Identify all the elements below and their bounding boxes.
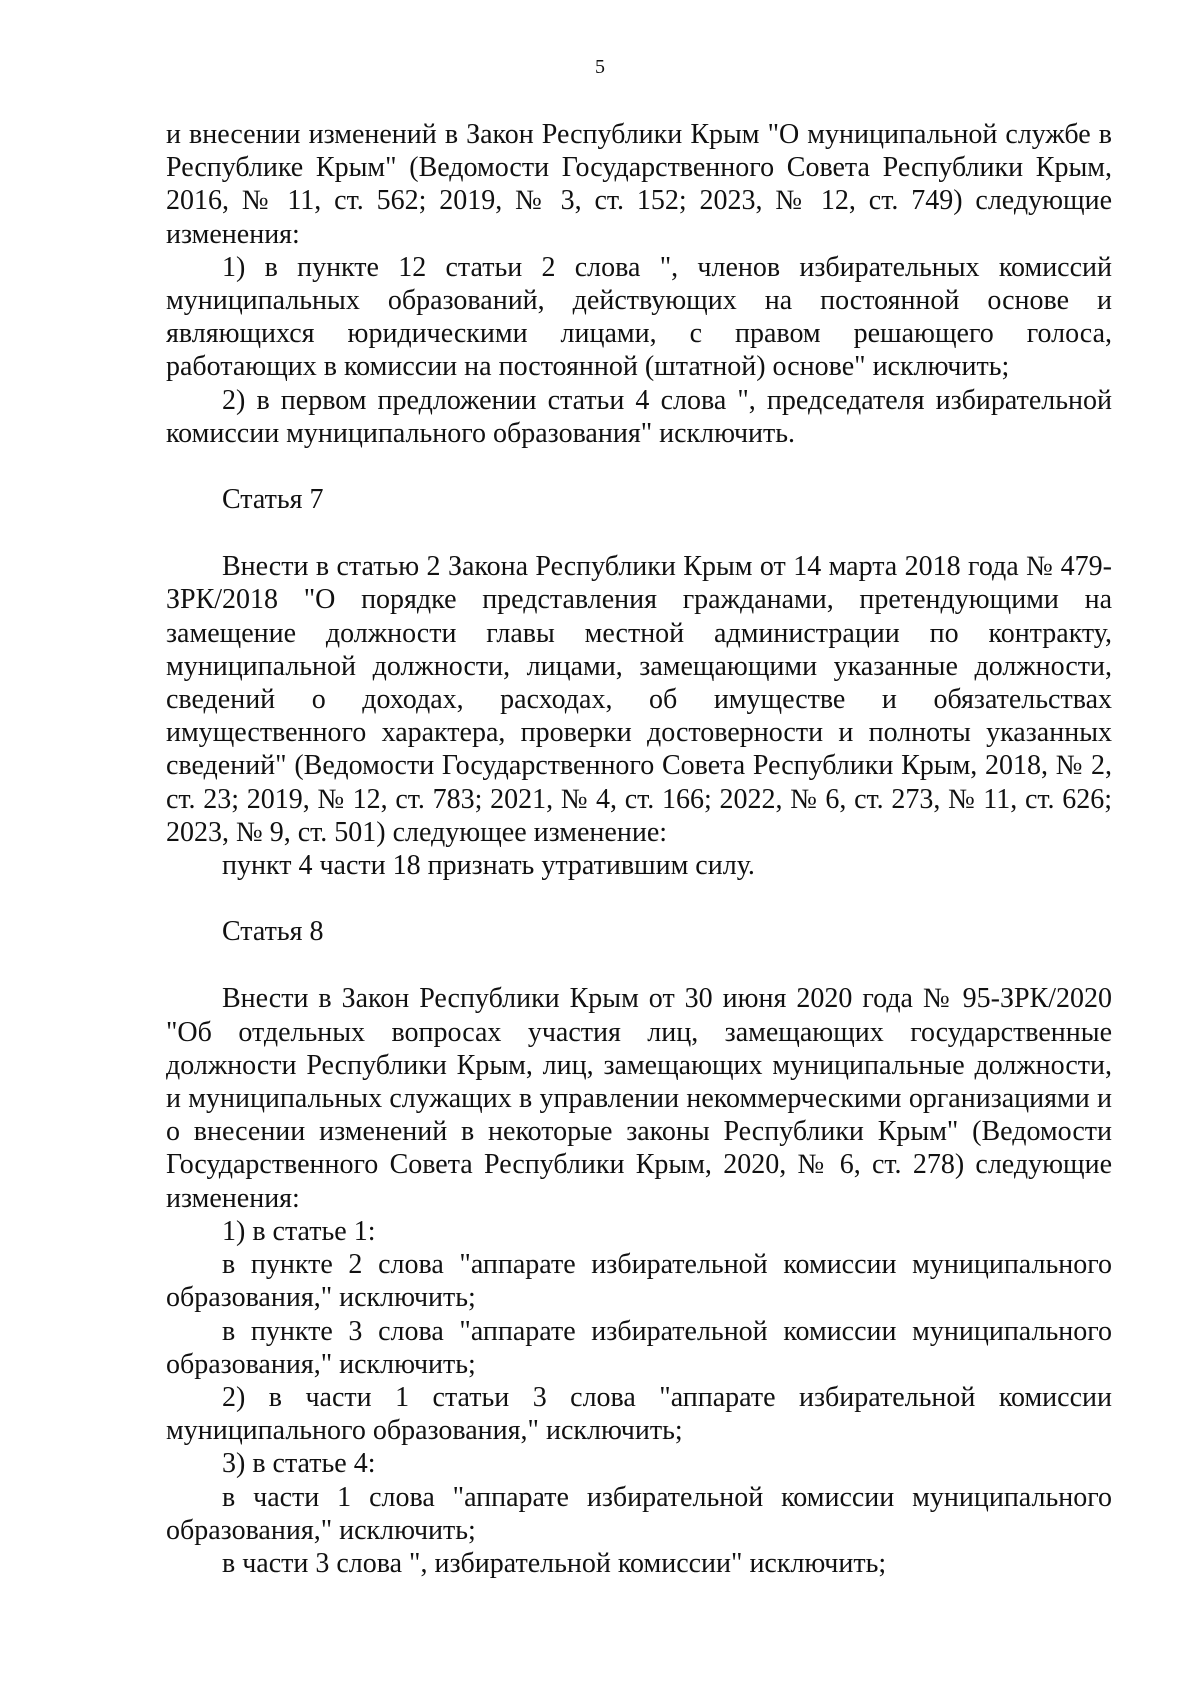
article-8-item-4: 2) в части 1 статьи 3 слова "аппарате избирательной комиссии муниципального образования," исключить; [166, 1381, 1112, 1447]
article-7-paragraph: Внести в статью 2 Закона Республики Крым от 14 марта 2018 года № 479-ЗРК/2018 "О порядке представления гражданами, претендующими на замещение должности главы местной администрации по контракту, муниципальной должности, лицами, замещающими указанные должности, сведений о доходах, расходах, об имуществе и обязательствах имущественного характера, проверки достоверности и полноты указанных сведений" (Ведомости Государственного Совета Республики Крым, 2018, № 2, ст. 23; 2019, № 12, ст. 783; 2021, № 4, ст. 166; 2022, № 6, ст. 273, № 11, ст. 626; 2023, № 9, ст. 501) следующее изменение: [166, 551, 1112, 848]
document-body [166, 118, 1112, 1580]
article-8-item-2: в пункте 2 слова "аппарате избирательной комиссии муниципального образования," исключить; [166, 1249, 1112, 1314]
intro-item-1: 1) в пункте 12 статьи 2 слова ", членов избирательных комиссий муниципальных образований, действующих на постоянной основе и являющихся юридическими лицами, с правом решающего голоса, работающих в комиссии на постоянной (штатной) основе" исключить; [166, 251, 1112, 383]
article-8-item-6: в части 1 слова "аппарате избирательной комиссии муниципального образования," исключить; [166, 1481, 1112, 1546]
article-8-item-1: 1) в статье 1: [222, 1215, 376, 1247]
article-8-item-5: 3) в статье 4: [222, 1448, 376, 1480]
article-7-title: Статья 7 [222, 484, 324, 516]
intro-item-2: 2) в первом предложении статьи 4 слова ", председателя избирательной комиссии муниципального образования" исключить. [166, 384, 1112, 449]
article-8-item-3: в пункте 3 слова "аппарате избирательной комиссии муниципального образования," исключить; [166, 1315, 1112, 1380]
article-8-item-7: в части 3 слова ", избирательной комиссии" исключить; [222, 1547, 887, 1579]
article-8-paragraph: Внести в Закон Республики Крым от 30 июня 2020 года № 95-ЗРК/2020 "Об отдельных вопросах участия лиц, замещающих государственные должности Республики Крым, лиц, замещающих муниципальные должности, и муниципальных служащих в управлении некоммерческими организациями и о внесении изменений в некоторые законы Республики Крым" (Ведомости Государственного Совета Республики Крым, 2020, № 6, ст. 278) следующие изменения: [166, 983, 1112, 1214]
page-number: 5 [595, 56, 605, 78]
intro-paragraph: и внесении изменений в Закон Республики Крым "О муниципальной службе в Республике Крым" (Ведомости Государственного Совета Республики Крым, 2016, № 11, ст. 562; 2019, № 3, ст. 152; 2023, № 12, ст. 749) следующие изменения: [166, 119, 1112, 250]
article-7-item: пункт 4 части 18 признать утратившим силу. [222, 850, 755, 882]
article-8-title: Статья 8 [222, 916, 324, 948]
